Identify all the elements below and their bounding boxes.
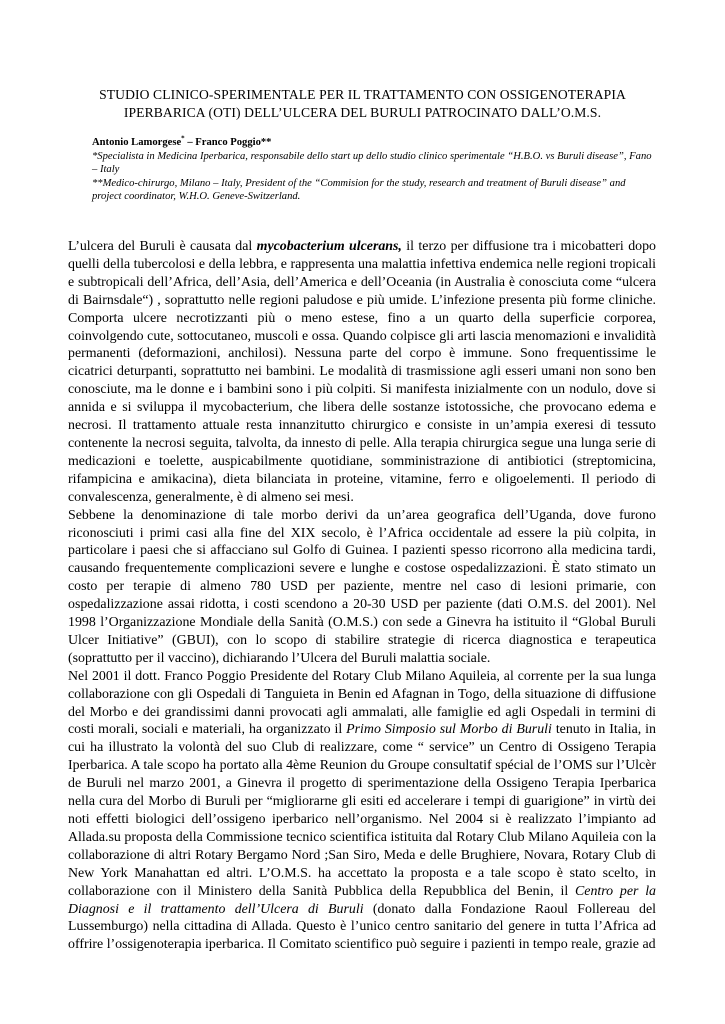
affiliation-2: **Medico-chirurgo, Milano – Italy, President of the “Commision for the study, research and treatment of Buruli disease” and project coordinator, W.H.O. Geneve-Switzerland. (92, 177, 626, 203)
author-block (92, 136, 652, 204)
p1-text-c: il terzo per diffusione tra i micobatteri dopo quelli della tubercolosi e della lebbra, e rappresenta una malattia infettiva endemica nelle regioni tropicali e subtropicali dell’Africa, dell’Asia, dell’America e dell’Oceania (in Australia è conosciuta come “ulcera di Bairnsdale“) , soprattutto nelle regioni paludose e più umide. L’infezione presenta più forme cliniche. Comporta ulcere necrotizzanti più o meno estese, fino a un quarto della superficie corporea, coinvolgendo cute, sottocutaneo, muscoli e ossa. Quando colpisce gli arti lascia menomazioni e invalidità permanenti (deformazioni, anchilosi). Nessuna parte del corpo è immune. Sono frequentissime le cicatrici deturpanti, soprattutto nei bambini. Le modalità di trasmissione agli esseri umani non sono ben conosciute, ma le donne e i bambini sono i più colpiti. Si manifesta inizialmente con un nodulo, dove si annida e si sviluppa il mycobacterium, che libera delle sostanze istotossiche, che provocano edema e necrosi. Il trattamento attuale resta innanzitutto chirurgico e consiste in un’ampia exeresi di tessuto contenente la necrosi seguita, talvolta, da innesto di pelle. Alla terapia chirurgica segue una lunga serie di medicazioni e toelette, auspicabilmente quotidiane, somministrazione di antibiotici (streptomicina, rifampicina e amikacina), dieta bilanciata in proteine, vitamine, ferro e oligoelementi. Il periodo di convalescenza, generalmente, è di almeno sei mesi. (68, 239, 656, 505)
affiliation-1: *Specialista in Medicina Iperbarica, responsabile dello start up dello studio clinico sperimentale “H.B.O. vs Buruli disease”, Fano – Italy (92, 150, 652, 176)
author-names (92, 136, 652, 150)
author-1-mark: * (181, 134, 185, 143)
p3-centre-name: Centro per la Diagnosi e il trattamento dell’Ulcera di Buruli (68, 883, 656, 917)
p3-text-c: tenuto in Italia, in cui ha illustrato la volontà del suo Club di realizzare, come “ service” un Centro di Ossigeno Terapia Iperbarica. A tale scopo ha portato alla 4ème Reunion du Groupe consultatif spécial de l’OMS sur l’Ulcèr de Buruli nel marzo 2001, a Ginevra il progetto di sperimentazione della Ossigeno Terapia Iperbarica nella cura del Morbo di Buruli per “migliorarne gli esiti ed accelerare i tempi di guarigione” in virtù dei noti effetti biologici dell’ossigeno iperbarico nell’organismo. Nel 2004 si è realizzato l’impianto ad Allada.su proposta della Commissione tecnico scientifica istituita dal Rotary Club Milano Aquileia con la collaborazione di altri Rotary Bergamo Nord ;San Siro, Meda e delle Brughiere, Novara, Rotary Club di New York Manahattan ed altri. L’O.M.S. ha accettato la proposta e a tale scopo è stato scelto, in collaborazione con il Ministero della Sanità Pubblica della Repubblica del Benin, il (68, 722, 656, 899)
p3-symposium-title: Primo Simposio sul Morbo di Buruli (346, 722, 552, 738)
body-text (68, 238, 656, 954)
paragraph-3 (68, 668, 656, 955)
author-1: Antonio Lamorgese (92, 137, 182, 148)
p1-species-name: mycobacterium ulcerans, (256, 239, 402, 254)
title-line-2: IPERBARICA (OTI) DELL’ULCERA DEL BURULI PATROCINATO DALL’O.M.S. (123, 104, 602, 120)
author-separator: – (184, 137, 196, 148)
document-title (60, 86, 665, 121)
paragraph-2: Sebbene la denominazione di tale morbo derivi da un’area geografica dell’Uganda, dove furono riconosciuti i primi casi alla fine del XIX secolo, è l’Africa occidentale ad essere la più colpita, in particolare i paesi che si affacciano sul Golfo di Guinea. I pazienti spesso ricorrono alla medicina tardi, causando frequentemente complicazioni severe e lunghe e costose ospedalizzazioni. È stato stimato un costo per terapie di almeno 780 USD per paziente, mentre nel caso di lesioni primarie, con ospedalizzazione assai ridotta, i costi scendono a 20-30 USD per paziente (dati O.M.S. del 2001). Nel 1998 l’Organizzazione Mondiale della Sanità (O.M.S.) con sede a Ginevra ha istituito il “Global Buruli Ulcer Initiative” (GBUI), con lo scopo di stabilire strategie di ricerca diagnostica e terapeutica (soprattutto per il vaccino), dichiarando l’Ulcera del Buruli malattia sociale. (68, 507, 656, 666)
title-line-1: STUDIO CLINICO-SPERIMENTALE PER IL TRATTAMENTO CON OSSIGENOTERAPIA (99, 87, 626, 102)
paragraph-1 (68, 238, 656, 507)
p3-text-a: Nel 2001 il dott. Franco Poggio Presidente del Rotary Club Milano Aquileia, al corrente per la sua lunga collaborazione con gli Ospedali di Tanguieta in Benin ed Afagnan in Togo, della situazione di diffusione del Morbo e dei grandissimi danni provocati agli ammalati, alle famiglie ed agli Ospedali in termini di costi morali, sociali e materiali, ha organizzato il (68, 668, 656, 738)
p3-text-e: (donato dalla Fondazione Raoul Follereau del Lussemburgo) nella cittadina di Allada. Questo è l’unico centro sanitario del genere in tutta l’Africa ad offrire l’ossigenoterapia iperbarica. Il Comitato scientifico può seguire i pazienti in tempo reale, grazie ad (68, 901, 656, 953)
author-2: Franco Poggio** (195, 137, 272, 148)
p1-text-a: L’ulcera del Buruli è causata dal (68, 239, 257, 254)
